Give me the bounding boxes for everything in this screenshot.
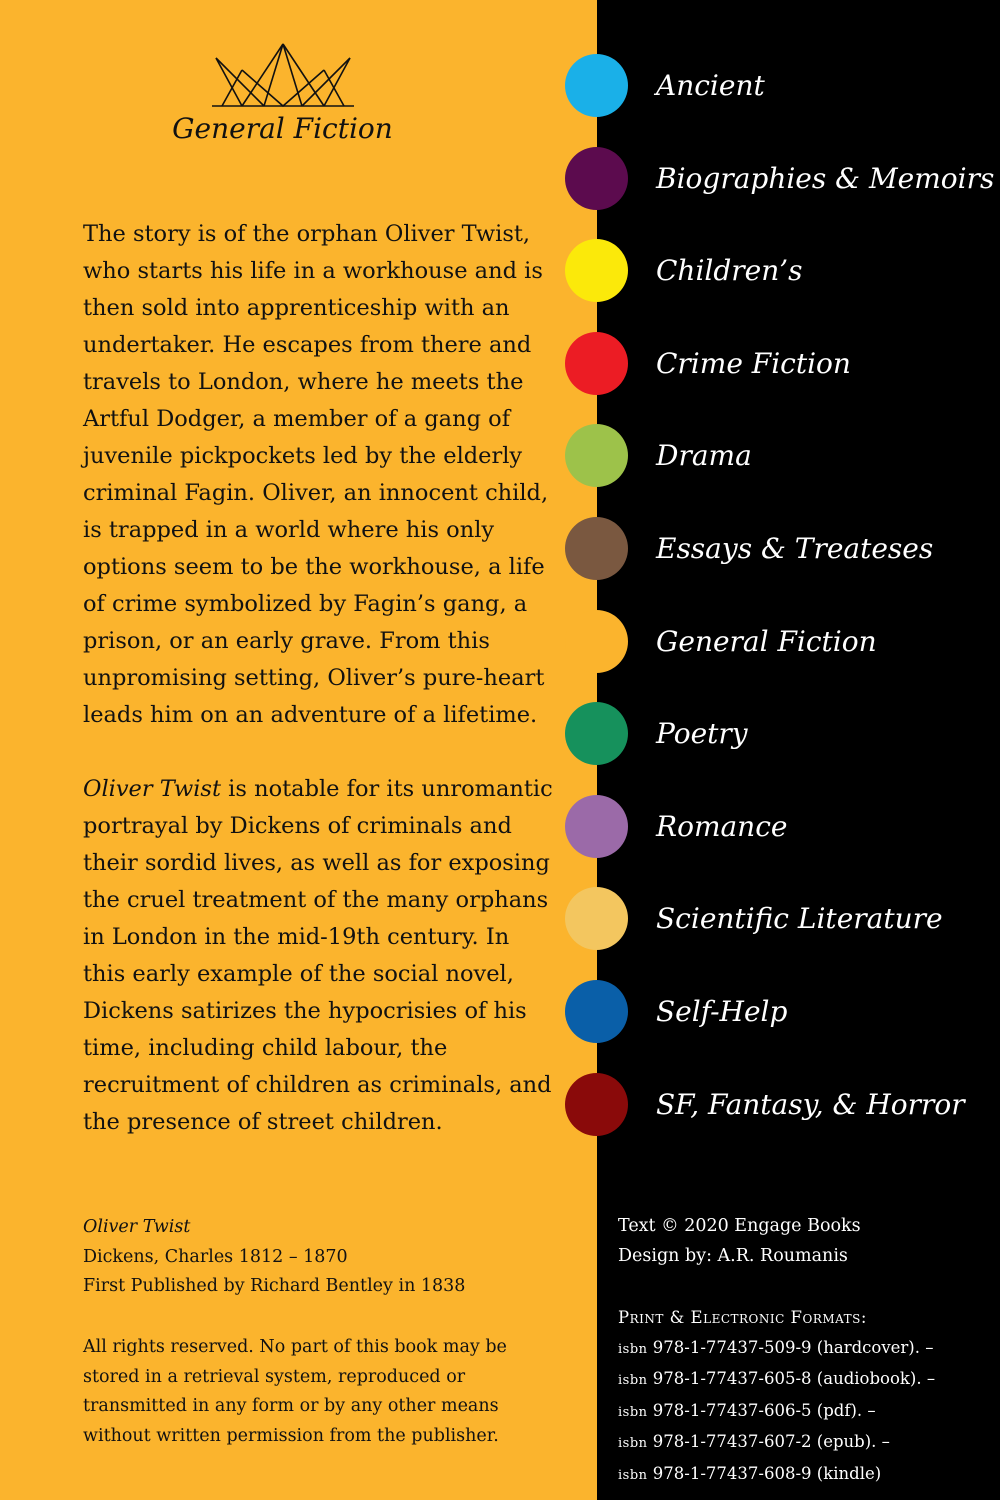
formats-heading: Print & Electronic Formats:	[618, 1308, 867, 1327]
isbn-value: 978-1-77437-608-9 (kindle)	[647, 1463, 882, 1483]
isbn-label: isbn	[618, 1341, 648, 1357]
genre-label: Romance	[656, 809, 788, 843]
genre-dot	[565, 795, 628, 858]
blurb-book-title: Oliver Twist	[83, 776, 222, 802]
bibliographic-info	[83, 1213, 553, 1302]
isbn-label: isbn	[618, 1404, 648, 1420]
genre-label: Children’s	[656, 254, 803, 288]
isbn-list	[618, 1333, 993, 1491]
genre-dot	[565, 702, 628, 765]
genre-label: Ancient	[656, 69, 765, 102]
credits	[618, 1212, 988, 1271]
genre-dot	[565, 239, 628, 302]
isbn-label: isbn	[618, 1436, 648, 1451]
isbn-value: 978-1-77437-606-5 (pdf). –	[647, 1400, 876, 1420]
isbn-row	[618, 1459, 993, 1491]
genre-label: Crime Fiction	[656, 346, 851, 380]
isbn-row	[618, 1396, 993, 1428]
biblio-title: Oliver Twist	[83, 1217, 191, 1237]
genre-label: Drama	[656, 439, 752, 473]
genre-label: Poetry	[656, 717, 748, 751]
credit-design: Design by: A.R. Roumanis	[618, 1245, 848, 1266]
biblio-author: Dickens, Charles 1812 – 1870	[83, 1246, 348, 1267]
blurb-paragraph-2-text: is notable for its unromantic portrayal by Dickens of criminals and their sordid lives, as well as for exposing the cruel treatment of the many orphans in London in the mid-19th century. In this early example of the social novel, Dickens satirizes the hypocrisies of his time, including child labour, the recruitment of children as criminals, and the presence of street children.	[83, 776, 553, 1135]
genre-label: Scientific Literature	[656, 902, 943, 936]
blurb	[83, 216, 553, 1141]
genre-dot	[565, 54, 628, 117]
genre-dot	[565, 332, 628, 395]
isbn-row	[618, 1364, 993, 1396]
isbn-row	[618, 1333, 993, 1365]
genre-label: SF, Fantasy, & Horror	[656, 1087, 965, 1121]
genre-dot	[565, 610, 628, 673]
isbn-value: 978-1-77437-607-2 (epub). –	[647, 1432, 890, 1451]
genre-label: Self-Help	[656, 995, 788, 1028]
genre-label: Biographies & Memoirs	[656, 161, 995, 195]
credit-text: Text © 2020 Engage Books	[618, 1216, 861, 1236]
genre-dot	[565, 517, 628, 580]
isbn-value: 978-1-77437-509-9 (hardcover). –	[647, 1337, 934, 1357]
genre-dot	[565, 424, 628, 487]
series-label: General Fiction	[172, 112, 393, 145]
rights-notice: All rights reserved. No part of this book may be stored in a retrieval system, reproduced or transmitted in any form or by any other means without written permission from the publisher.	[83, 1337, 507, 1446]
formats	[618, 1303, 993, 1490]
blurb-paragraph-2	[83, 771, 553, 1141]
genre-dot	[565, 147, 628, 210]
genre-label: Essays & Treateses	[656, 532, 934, 565]
isbn-label: isbn	[618, 1373, 648, 1388]
isbn-value: 978-1-77437-605-8 (audiobook). –	[647, 1369, 936, 1388]
genre-label: General Fiction	[656, 624, 877, 658]
crown-logo-icon	[212, 42, 354, 110]
biblio-published: First Published by Richard Bentley in 1838	[83, 1276, 466, 1296]
genre-dot	[565, 1073, 628, 1136]
genre-dot	[565, 887, 628, 950]
isbn-row	[618, 1427, 993, 1459]
isbn-label: isbn	[618, 1467, 648, 1483]
genre-dot	[565, 980, 628, 1043]
blurb-paragraph-1: The story is of the orphan Oliver Twist, who starts his life in a workhouse and is then sold into apprenticeship with an undertaker. He escapes from there and travels to London, where he meets the Artful Dodger, a member of a gang of juvenile pickpockets led by the elderly criminal Fagin. Oliver, an innocent child, is trapped in a world where his only options seem to be the workhouse, a life of crime symbolized by Fagin’s gang, a prison, or an early grave. From this unpromising setting, Oliver’s pure-heart leads him on an adventure of a lifetime.	[83, 221, 549, 728]
